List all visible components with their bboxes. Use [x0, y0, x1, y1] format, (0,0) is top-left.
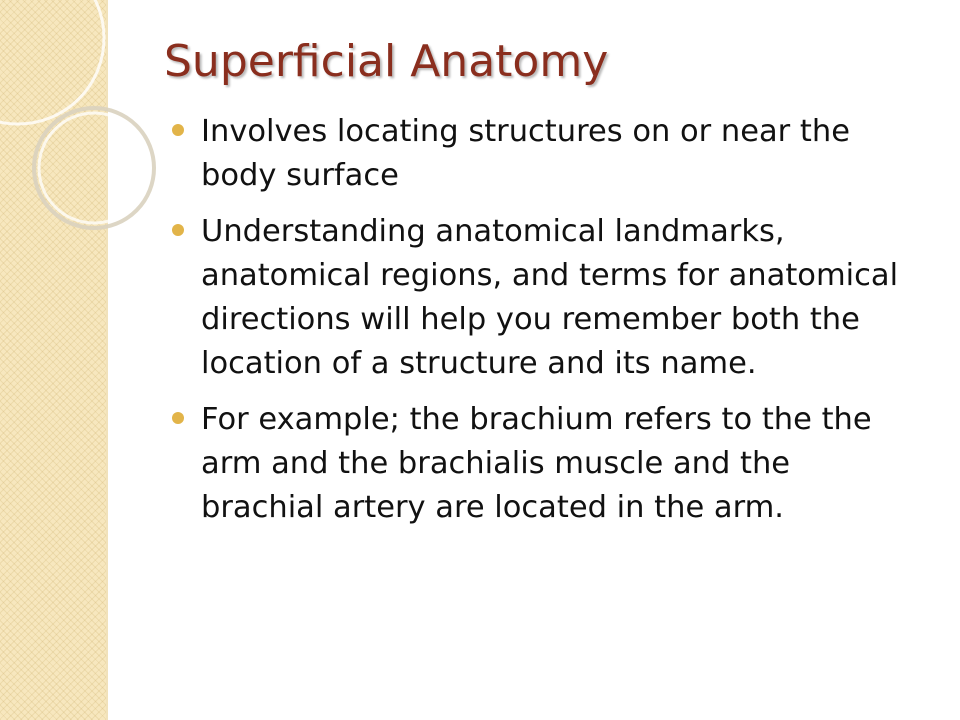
- bullet-list: [172, 110, 912, 542]
- bullet-dot-icon: [172, 124, 184, 136]
- decorative-ring-middle-outer: [34, 108, 154, 228]
- bullet-item: [172, 110, 912, 198]
- bullet-dot-icon: [172, 224, 184, 236]
- bullet-text: Involves locating structures on or near the body surface: [201, 114, 850, 193]
- bullet-item: [172, 398, 912, 530]
- decorative-rings: [0, 0, 140, 260]
- bullet-text: For example; the brachium refers to the the arm and the brachialis muscle and the brachial artery are located in the arm.: [201, 402, 872, 525]
- slide-title: Superficial Anatomy: [164, 36, 609, 87]
- decorative-ring-top: [0, 0, 104, 124]
- bullet-text: Understanding anatomical landmarks, anatomical regions, and terms for anatomical directions will help you remember both the location of a structure and its name.: [201, 214, 899, 381]
- bullet-dot-icon: [172, 412, 184, 424]
- decorative-ring-middle-inner: [39, 113, 149, 223]
- bullet-item: [172, 210, 912, 386]
